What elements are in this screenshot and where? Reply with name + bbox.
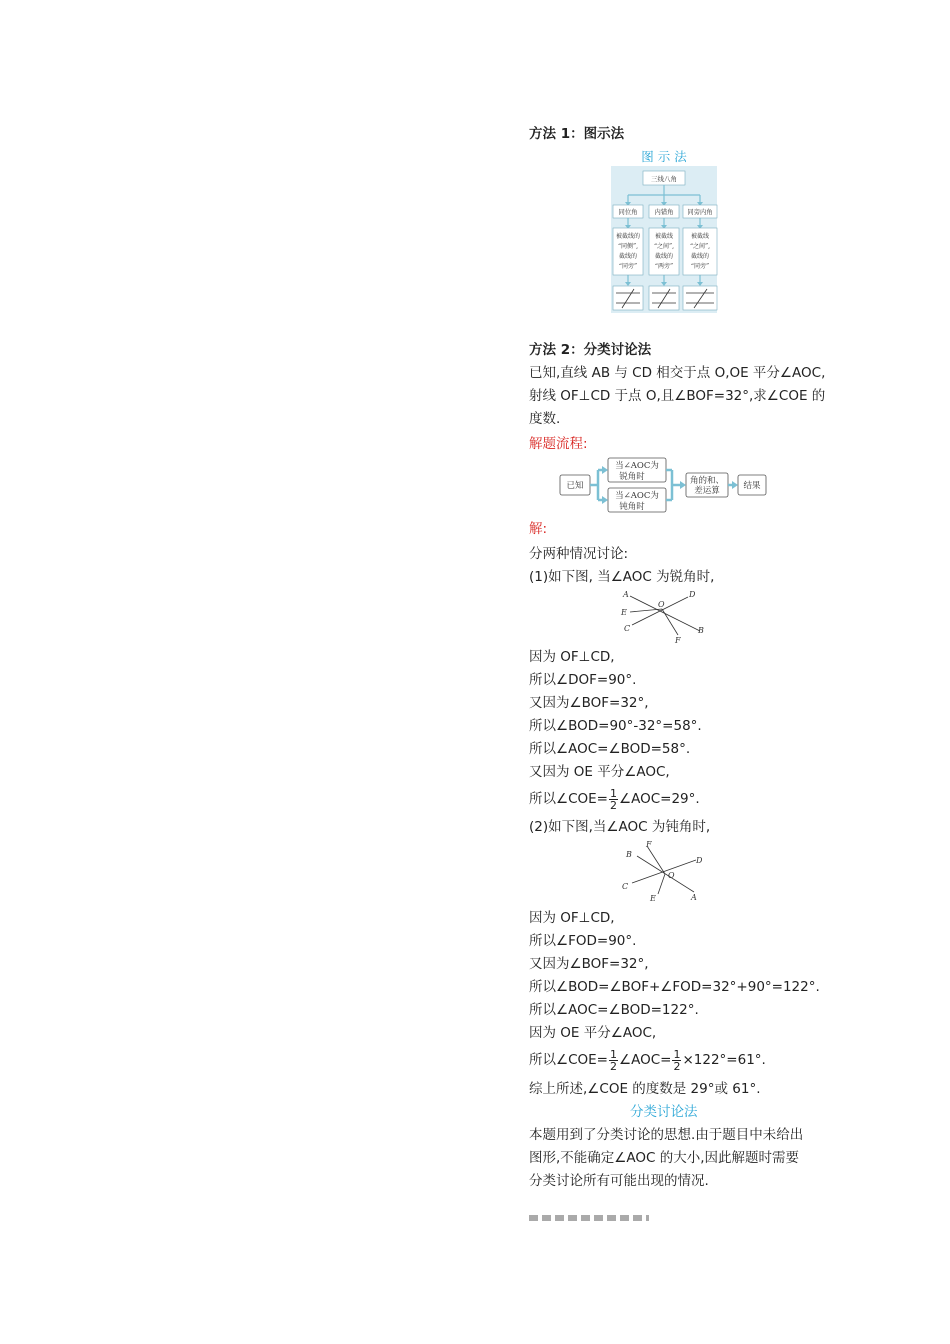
flow-given-label: 已知: [566, 481, 584, 491]
case1-step-5: 所以∠AOC=∠BOD=58°.: [529, 741, 691, 757]
classification-diagram: [608, 146, 720, 316]
diagram-category-corresponding: 同位角: [618, 209, 638, 216]
case1-final-pre: 所以∠COE=: [529, 791, 608, 807]
problem-line-3: 度数.: [529, 411, 561, 427]
case2-final-pre: 所以∠COE=: [529, 1052, 608, 1068]
fig1-label-O: O: [658, 600, 665, 609]
fraction-denominator: 2: [610, 1059, 617, 1073]
flow-label: 解题流程:: [529, 436, 588, 452]
case2-final-post: ×122°=61°.: [682, 1052, 766, 1068]
diagram-header: 图 示 法: [641, 149, 687, 164]
note-line-2: 图形,不能确定∠AOC 的大小,因此解题时需要: [529, 1150, 800, 1166]
fig1-label-A: A: [623, 590, 629, 599]
fraction-numerator: 1: [673, 1047, 681, 1061]
fig1-label-D: D: [689, 590, 696, 599]
diagram-desc-1-line2: “同侧”,: [617, 243, 639, 250]
case1-final: [529, 786, 700, 812]
fig1-label-C: C: [624, 624, 631, 633]
solution-flowchart: [558, 456, 770, 514]
flow-case2-line1: 当∠AOC为: [615, 491, 659, 501]
diagram-desc-2-line4: “两旁”: [654, 263, 674, 270]
case1-step-6: 又因为 OE 平分∠AOC,: [529, 764, 670, 780]
note-line-1: 本题用到了分类讨论的思想.由于题目中未给出: [529, 1127, 804, 1143]
fraction-denominator: 2: [673, 1059, 681, 1073]
diagram-desc-1-line3: 截线的: [618, 253, 638, 260]
case2-step-6: 因为 OE 平分∠AOC,: [529, 1025, 657, 1041]
diagram-desc-3-line3: 截线的: [690, 253, 710, 260]
fig2-label-O: O: [668, 871, 675, 880]
diagram-category-alternate: 内错角: [654, 209, 674, 216]
method2-title: 方法 2：分类讨论法: [529, 342, 652, 358]
flow-result-label: 结果: [743, 481, 761, 491]
diagram-desc-2-line2: “之间”,: [653, 243, 675, 250]
fraction-half-1: [609, 1049, 618, 1072]
diagram-desc-2-line3: 截线的: [654, 253, 674, 260]
case2-step-5: 所以∠AOC=∠BOD=122°.: [529, 1002, 699, 1018]
case2-step-4: 所以∠BOD=∠BOF+∠FOD=32°+90°=122°.: [529, 979, 820, 995]
case1-title: (1)如下图, 当∠AOC 为锐角时,: [529, 569, 715, 585]
diagram-desc-1-line1: 被截线的: [615, 233, 641, 240]
fig2-label-C: C: [622, 882, 629, 891]
figure-obtuse-case: [618, 838, 708, 906]
diagram-desc-1-line4: “同旁”: [618, 263, 638, 270]
fig1-label-F: F: [675, 636, 681, 645]
flow-calc-line1: 角的和、: [689, 476, 725, 486]
diagram-desc-3-line1: 被截线: [690, 233, 710, 240]
solution-label: 解:: [529, 521, 548, 537]
method-tag: 分类讨论法: [630, 1104, 698, 1120]
case2-title: (2)如下图,当∠AOC 为钝角时,: [529, 819, 711, 835]
case2-final-mid: ∠AOC=: [619, 1052, 672, 1068]
fraction-half: [609, 788, 618, 811]
case1-step-4: 所以∠BOD=90°-32°=58°.: [529, 718, 702, 734]
case2-step-2: 所以∠FOD=90°.: [529, 933, 637, 949]
case2-step-3: 又因为∠BOF=32°,: [529, 956, 649, 972]
case2-step-1: 因为 OF⊥CD,: [529, 910, 615, 926]
problem-line-1: 已知,直线 AB 与 CD 相交于点 O,OE 平分∠AOC,: [529, 365, 826, 381]
diagram-desc-2-line1: 被截线: [654, 233, 674, 240]
problem-line-2: 射线 OF⊥CD 于点 O,且∠BOF=32°,求∠COE 的: [529, 388, 826, 404]
diagram-root-label: 三线八角: [651, 175, 677, 183]
method1-title: 方法 1：图示法: [529, 126, 625, 142]
solution-intro: 分两种情况讨论:: [529, 546, 629, 562]
note-line-3: 分类讨论所有可能出现的情况.: [529, 1173, 709, 1189]
fig1-label-B: B: [698, 626, 704, 635]
conclusion: 综上所述,∠COE 的度数是 29°或 61°.: [529, 1081, 761, 1097]
fig2-label-A: A: [691, 893, 697, 902]
flow-case1-line2: 锐角时: [619, 472, 645, 482]
flow-calc-line2: 差运算: [694, 486, 720, 496]
case1-step-1: 因为 OF⊥CD,: [529, 649, 615, 665]
fraction-half-2: [672, 1049, 681, 1072]
case2-final: [529, 1047, 766, 1073]
fig1-label-E: E: [621, 608, 627, 617]
fig2-label-F: F: [646, 840, 652, 849]
fig2-label-D: D: [696, 856, 703, 865]
fraction-denominator: 2: [610, 798, 617, 812]
fraction-numerator: 1: [610, 1047, 617, 1061]
case1-step-3: 又因为∠BOF=32°,: [529, 695, 649, 711]
flow-case2-line2: 钝角时: [619, 502, 645, 512]
diagram-desc-3-line2: “之间”,: [689, 243, 711, 250]
fig2-label-E: E: [650, 894, 656, 903]
diagram-desc-3-line4: “同旁”: [690, 263, 710, 270]
cut-off-text-fragment: [529, 1215, 649, 1221]
fraction-numerator: 1: [610, 786, 617, 800]
figure-acute-case: [618, 587, 708, 645]
fig2-label-B: B: [626, 850, 632, 859]
diagram-category-same-side: 同旁内角: [687, 209, 713, 216]
case1-step-2: 所以∠DOF=90°.: [529, 672, 637, 688]
case1-final-post: ∠AOC=29°.: [619, 791, 700, 807]
flow-case1-line1: 当∠AOC为: [615, 461, 659, 471]
